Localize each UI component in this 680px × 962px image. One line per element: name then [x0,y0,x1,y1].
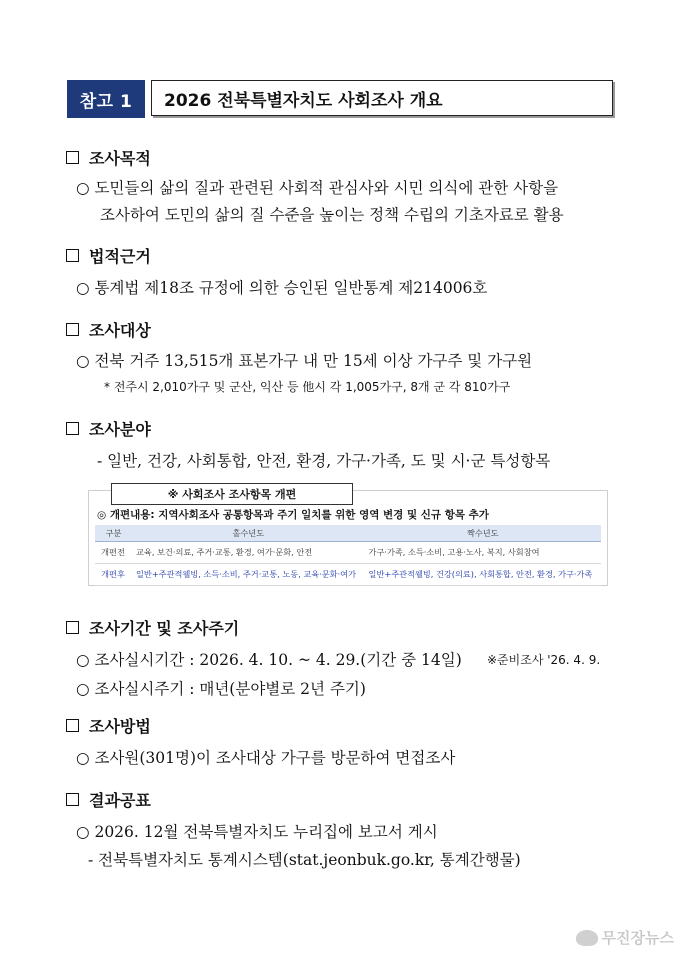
table-cell: 교육, 보건·의료, 주거·교통, 환경, 여가·문화, 안전 [132,542,365,564]
inset-subtitle: ◎ 개편내용: 지역사회조사 공통항목과 주기 일치를 위한 영역 변경 및 신규 항목 추가 [97,509,489,521]
checkbox-square-icon [66,621,79,634]
section-method-heading [66,714,151,737]
fields-line-1: - 일반, 건강, 사회통합, 안전, 환경, 가구·가족, 도 및 시·군 특성항목 [97,452,551,470]
item-revision-box [88,490,608,586]
checkbox-square-icon [66,323,79,336]
legal-line-1: ○ 통계법 제18조 규정에 의한 승인된 일반통계 제214006호 [76,279,488,297]
table-header: 구분 [95,525,132,542]
table-cell: 일반+주관적웰빙, 소득·소비, 주거·교통, 노동, 교육·문화·여가 [132,564,365,586]
period-line-2: ○ 조사실시주기 : 매년(분야별로 2년 주기) [76,680,366,698]
reference-tag: 참고 1 [67,80,145,118]
purpose-line-2: 조사하여 도민의 삶의 질 수준을 높이는 정책 수립의 기초자료로 활용 [100,206,564,224]
table-header: 짝수년도 [365,525,601,542]
purpose-line-1: ○ 도민들의 삶의 질과 관련된 사회적 관심사와 시민 의식에 관한 사항을 [76,179,559,197]
section-title: 조사대상 [89,321,151,340]
table-header-row [95,525,601,542]
watermark-logo-icon [576,930,598,946]
table-row [95,564,601,586]
table-cell: 가구·가족, 소득·소비, 고용·노사, 복지, 사회참여 [365,542,601,564]
section-target-heading [66,318,151,341]
row-label: 개편전 [95,542,132,564]
table-row [95,542,601,564]
section-title: 법적근거 [89,247,151,266]
section-title: 조사기간 및 조사주기 [89,619,240,638]
section-title: 조사목적 [89,149,151,168]
result-line-2: - 전북특별자치도 통계시스템(stat.jeonbuk.go.kr, 통계간행물) [88,851,521,869]
checkbox-square-icon [66,151,79,164]
section-title: 결과공표 [89,791,151,810]
section-title: 조사방법 [89,717,151,736]
section-purpose-heading [66,146,151,169]
watermark [576,927,674,948]
document-header [67,80,615,118]
section-period-heading [66,616,239,639]
section-fields-heading [66,417,151,440]
result-line-1: ○ 2026. 12월 전북특별자치도 누리집에 보고서 게시 [76,823,438,841]
target-note: * 전주시 2,010가구 및 군산, 익산 등 他시 각 1,005가구, 8개 군 각 810가구 [104,380,511,394]
section-result-heading [66,788,151,811]
checkbox-square-icon [66,793,79,806]
target-line-1: ○ 전북 거주 13,515개 표본가구 내 만 15세 이상 가구주 및 가구원 [76,352,533,370]
period-line-1: ○ 조사실시기간 : 2026. 4. 10. ~ 4. 29.(기간 중 14일) [76,651,462,669]
section-title: 조사분야 [89,420,151,439]
revision-table [95,525,601,586]
table-cell: 일반+주관적웰빙, 건강(의료), 사회통합, 안전, 환경, 가구·가족 [365,564,601,586]
checkbox-square-icon [66,422,79,435]
inset-title: ※ 사회조사 조사항목 개편 [111,483,353,505]
period-note: ※준비조사 '26. 4. 9. [487,653,601,667]
page-title: 2026 전북특별자치도 사회조사 개요 [151,80,613,116]
table-header: 홀수년도 [132,525,365,542]
watermark-text: 무진장뉴스 [601,929,674,947]
method-line-1: ○ 조사원(301명)이 조사대상 가구를 방문하여 면접조사 [76,749,456,767]
row-label: 개편후 [95,564,132,586]
section-legal-heading [66,244,151,267]
checkbox-square-icon [66,719,79,732]
checkbox-square-icon [66,249,79,262]
